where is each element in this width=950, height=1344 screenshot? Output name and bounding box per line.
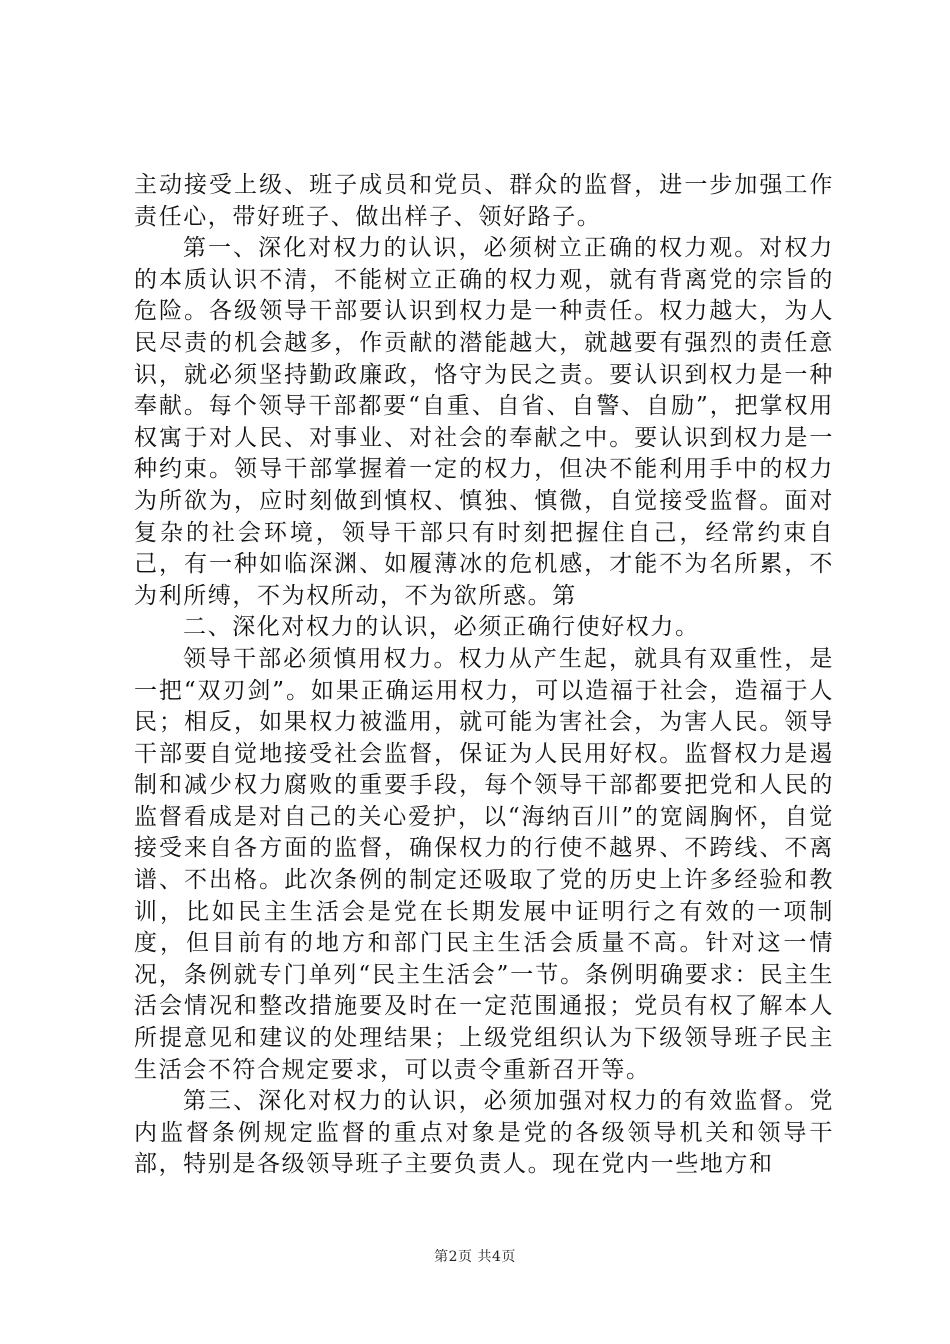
paragraph-3: 二、深化对权力的认识，必须正确行使好权力。 xyxy=(183,614,700,641)
paragraph-1: 主动接受上级、班子成员和党员、群众的监督，进一步加强工作责任心，带好班子、做出样子、领好路子。 xyxy=(134,172,834,230)
document-body xyxy=(134,170,834,1181)
paragraph-4: 领导干部必须慎用权力。权力从产生起，就具有双重性，是一把“双刃剑”。如果正确运用权力，可以造福于社会，造福于人民；相反，如果权力被滥用，就可能为害社会，为害人民。领导干部要自觉地接受社会监督，保证为人民用好权。监督权力是遏制和减少权力腐败的重要手段，每个领导干部都要把党和人民的监督看成是对自己的关心爱护，以“海纳百川”的宽阔胸怀，自觉接受来自各方面的监督，确保权力的行使不越界、不跨线、不离谱、不出格。此次条例的制定还吸取了党的历史上许多经验和教训，比如民主生活会是党在长期发展中证明行之有效的一项制度，但目前有的地方和部门民主生活会质量不高。针对这一情况，条例就专门单列“民主生活会”一节。条例明确要求：民主生活会情况和整改措施要及时在一定范围通报；党员有权了解本人所提意见和建议的处理结果；上级党组织认为下级领导班子民主生活会不符合规定要求，可以责令重新召开等。 xyxy=(134,645,834,1083)
paragraph-5: 第三、深化对权力的认识，必须加强对权力的有效监督。党内监督条例规定监督的重点对象是党的各级领导机关和领导干部，特别是各级领导班子主要负责人。现在党内一些地方和 xyxy=(134,1088,834,1178)
page-number-footer: 第2页 共4页 xyxy=(434,1249,516,1265)
paragraph-2: 第一、深化对权力的认识，必须树立正确的权力观。对权力的本质认识不清，不能树立正确的权力观，就有背离党的宗旨的危险。各级领导干部要认识到权力是一种责任。权力越大，为人民尽责的机会越多，作贡献的潜能越大，就越要有强烈的责任意识，就必须坚持勤政廉政，恪守为民之责。要认识到权力是一种奉献。每个领导干部都要“自重、自省、自警、自励”，把掌权用权寓于对人民、对事业、对社会的奉献之中。要认识到权力是一种约束。领导干部掌握着一定的权力，但决不能利用手中的权力为所欲为，应时刻做到慎权、慎独、慎微，自觉接受监督。面对复杂的社会环境，领导干部只有时刻把握住自己，经常约束自己，有一种如临深渊、如履薄冰的危机感，才能不为名所累，不为利所缚，不为权所动，不为欲所惑。第 xyxy=(134,235,834,609)
